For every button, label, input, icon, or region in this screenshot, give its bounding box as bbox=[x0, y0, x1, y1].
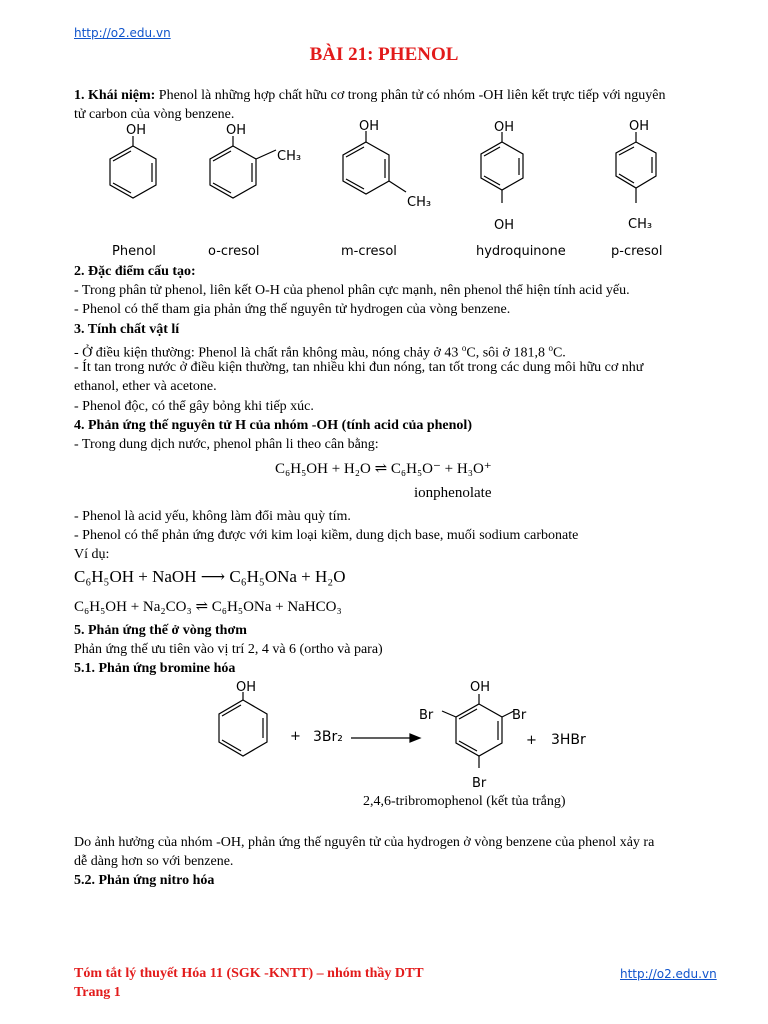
section1-line2: tử carbon của vòng benzene. bbox=[74, 107, 235, 122]
section3-line1: - Ở điều kiện thường: Phenol là chất rắn không màu, nóng chảy ở 43 $^o$C, sôi ở 181,8 $^o$C. bbox=[74, 343, 566, 361]
reagent-label: 3Br₂ bbox=[313, 729, 343, 745]
plus-sign-2: + bbox=[526, 733, 537, 748]
section5-para-line2: dễ dàng hơn so với benzene. bbox=[74, 854, 234, 869]
section5-2-heading: 5.2. Phản ứng nitro hóa bbox=[74, 873, 215, 888]
equation-naoh: C₆H₅OH + NaOH ⟶ C₆H₅ONa + H₂O bbox=[74, 567, 346, 586]
section1-line1 bbox=[74, 86, 734, 105]
ocresol-oh-label: OH bbox=[226, 123, 247, 138]
product-br-left-label: Br bbox=[419, 708, 434, 723]
product-br-right-label: Br bbox=[512, 708, 527, 723]
phenol-oh-label: OH bbox=[126, 123, 147, 138]
product-tribromophenol-structure bbox=[442, 694, 514, 768]
name-pcresol: p-cresol bbox=[611, 244, 663, 259]
section5-line1: Phản ứng thế ưu tiên vào vị trí 2, 4 và 6 (ortho và para) bbox=[74, 642, 383, 657]
section4-line3: - Phenol có thể phản ứng được với kim loại kiềm, dung dịch base, muối sodium carbonate bbox=[74, 528, 579, 543]
section4-line2: - Phenol là acid yếu, không làm đổi màu quỳ tím. bbox=[74, 509, 351, 524]
name-phenol: Phenol bbox=[112, 244, 156, 259]
footer-link[interactable]: http://o2.edu.vn bbox=[620, 967, 717, 981]
section4-line4: Ví dụ: bbox=[74, 547, 110, 562]
product-br-bottom-label: Br bbox=[472, 776, 487, 791]
section5-heading: 5. Phản ứng thế ở vòng thơm bbox=[74, 623, 247, 638]
name-hydroquinone: hydroquinone bbox=[476, 244, 566, 259]
bromination-figure bbox=[0, 676, 768, 794]
mcresol-structure bbox=[343, 131, 406, 194]
reactant-oh-label: OH bbox=[236, 680, 257, 695]
hydroquinone-oh-top-label: OH bbox=[494, 120, 515, 135]
reactant-phenol-structure bbox=[219, 692, 267, 756]
reaction-arrow bbox=[351, 734, 420, 742]
byproduct-label: 3HBr bbox=[551, 732, 586, 748]
section2-heading: 2. Đặc điểm cấu tạo: bbox=[74, 264, 196, 279]
footer-text: Tóm tắt lý thuyết Hóa 11 (SGK -KNTT) – nhóm thầy DTT bbox=[74, 966, 424, 981]
section5-1-heading: 5.1. Phản ứng bromine hóa bbox=[74, 661, 236, 676]
section2-line1: - Trong phân tử phenol, liên kết O-H của phenol phân cực mạnh, nên phenol thể hiện tính acid yếu. bbox=[74, 283, 630, 298]
section2-line2: - Phenol có thể tham gia phản ứng thế nguyên tử hydrogen của vòng benzene. bbox=[74, 302, 511, 317]
section4-line1: - Trong dung dịch nước, phenol phân li theo cân bằng: bbox=[74, 437, 379, 452]
equation-dissociation: C₆H₅OH + H₂O ⇌ C₆H₅O⁻ + H₃O⁺ bbox=[275, 461, 492, 477]
product-name: 2,4,6-tribromophenol (kết tủa trắng) bbox=[363, 794, 566, 809]
section5-para-line1: Do ảnh hưởng của nhóm -OH, phản ứng thế nguyên tử của hydrogen ở vòng benzene của phenol xảy ra bbox=[74, 835, 655, 850]
page-title: BÀI 21: PHENOL bbox=[309, 44, 459, 65]
pcresol-structure bbox=[616, 132, 656, 203]
footer-page-number: Trang 1 bbox=[74, 985, 121, 1000]
structures-figure bbox=[0, 118, 768, 236]
hydroquinone-oh-bottom-label: OH bbox=[494, 218, 515, 233]
section3-heading: 3. Tính chất vật lí bbox=[74, 322, 180, 337]
mcresol-oh-label: OH bbox=[359, 119, 380, 134]
section1-text: Phenol là những hợp chất hữu cơ trong phân tử có nhóm -OH liên kết trực tiếp với nguyên bbox=[155, 88, 666, 103]
section3-line2b: ethanol, ether và acetone. bbox=[74, 379, 217, 394]
section4-heading: 4. Phản ứng thế nguyên tử H của nhóm -OH (tính acid của phenol) bbox=[74, 418, 472, 433]
ocresol-ch3-label: CH₃ bbox=[277, 149, 302, 164]
product-oh-label: OH bbox=[470, 680, 491, 695]
section3-line3: - Phenol độc, có thể gây bỏng khi tiếp xúc. bbox=[74, 399, 314, 414]
header-link[interactable]: http://o2.edu.vn bbox=[74, 26, 171, 40]
name-ocresol: o-cresol bbox=[208, 244, 260, 259]
section1-heading: 1. Khái niệm: bbox=[74, 88, 156, 103]
section3-line2a: - Ít tan trong nước ở điều kiện thường, tan nhiều khi đun nóng, tan tốt trong các dung môi hữu cơ như bbox=[74, 360, 644, 375]
ocresol-structure bbox=[210, 136, 276, 198]
mcresol-ch3-label: CH₃ bbox=[407, 195, 432, 210]
name-mcresol: m-cresol bbox=[341, 244, 397, 259]
pcresol-oh-label: OH bbox=[629, 119, 650, 134]
pcresol-ch3-label: CH₃ bbox=[628, 217, 653, 232]
equation-na2co3: C₆H₅OH + Na₂CO₃ ⇌ C₆H₅ONa + NaHCO₃ bbox=[74, 599, 342, 615]
equation-dissociation-label: ionphenolate bbox=[414, 485, 492, 501]
phenol-structure bbox=[110, 136, 156, 198]
plus-sign-1: + bbox=[290, 729, 301, 744]
hydroquinone-structure bbox=[481, 132, 523, 203]
